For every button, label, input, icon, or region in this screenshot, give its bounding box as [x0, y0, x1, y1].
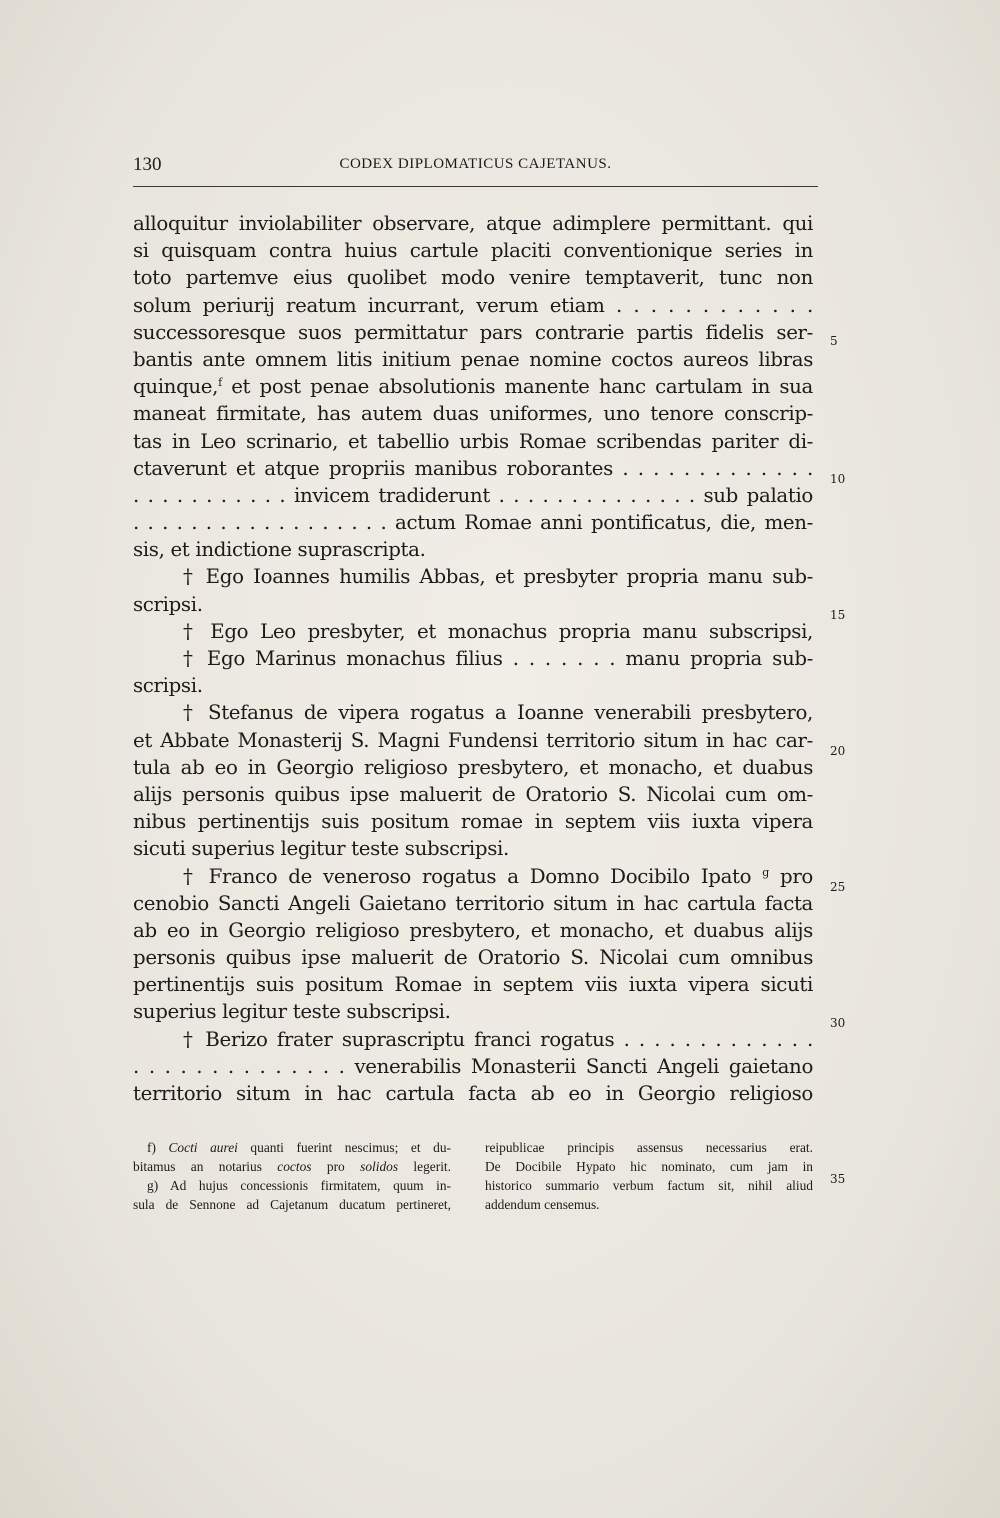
text-fragment: † Franco de veneroso rogatus a Domno Docibilo Ipato	[183, 864, 752, 888]
footnote-line: historico summario verbum factum sit, nihil aliud	[485, 1178, 813, 1193]
footnote-italic: Cocti aurei	[168, 1140, 238, 1155]
text-line	[133, 373, 813, 400]
subscription-line: † Ego Ioannes humilis Abbas, et presbyter propria manu sub-	[183, 565, 813, 589]
footnote-italic: solidos	[360, 1159, 399, 1174]
text-line: bantis ante omnem litis initium penae nomine coctos aureos libras	[133, 347, 813, 371]
text-line: sis, et indictione suprascripta.	[133, 538, 426, 562]
text-line: ctaverunt et atque propriis manibus roborantes . . . . . . . . . . . . .	[133, 456, 813, 480]
text-line: et Abbate Monasterij S. Magni Fundensi territorio situm in hac car-	[133, 728, 813, 752]
footnote-text: quanti fuerint nescimus; et du-	[237, 1140, 451, 1155]
text-line: alloquitur inviolabiliter observare, atque adimplere permittant. qui	[133, 212, 813, 235]
text-fragment: quinque,	[133, 375, 219, 399]
line-number: 25	[830, 880, 846, 894]
text-line: superius legitur teste subscripsi.	[133, 1000, 451, 1024]
text-fragment: pro	[780, 864, 813, 888]
text-line: solum periurij reatum incurrant, verum etiam . . . . . . . . . . . .	[133, 293, 813, 317]
footnote-italic: coctos	[277, 1159, 312, 1174]
footnote-line: reipublicae principis assensus necessarius erat.	[485, 1140, 813, 1155]
text-line: tula ab eo in Georgio religioso presbytero, et monacho, et duabus	[133, 755, 813, 779]
footnote-line: sula de Sennone ad Cajetanum ducatum pertineret,	[133, 1197, 451, 1212]
text-line: . . . . . . . . . . . . . . . . . . actum Romae anni pontificatus, die, men-	[133, 511, 813, 535]
text-line: scripsi.	[133, 592, 203, 616]
footnote-column-right	[485, 1138, 813, 1214]
subscription-line: † Ego Marinus monachus filius . . . . . . . manu propria sub-	[183, 647, 813, 670]
text-line: si quisquam contra huius cartule placiti conventionique series in	[133, 239, 813, 263]
text-line: successoresque suos permittatur pars contrarie partis fidelis ser-	[133, 320, 813, 344]
footnote-text: legerit.	[398, 1159, 451, 1174]
footnote-mark-f: f	[218, 376, 222, 390]
main-text	[133, 210, 813, 1107]
subscription-line: † Stefanus de vipera rogatus a Ioanne venerabili presbytero,	[183, 701, 813, 725]
line-number: 10	[830, 472, 846, 486]
text-line: maneat firmitate, has autem duas uniformes, uno tenore conscrip-	[133, 402, 813, 426]
footnote-text: bitamus an notarius	[133, 1159, 278, 1174]
text-line: ab eo in Georgio religioso presbytero, et monacho, et duabus alijs	[133, 918, 813, 942]
running-title: CODEX DIPLOMATICUS CAJETANUS.	[339, 156, 612, 172]
text-line: personis quibus ipse maluerit de Oratorio S. Nicolai cum omnibus	[133, 946, 813, 970]
running-header	[133, 150, 818, 187]
line-number: 20	[830, 744, 846, 758]
footnote-text: pro	[311, 1159, 361, 1174]
text-fragment: et post penae absolutionis manente hanc cartulam in sua	[231, 375, 813, 399]
footnote-line: g) Ad hujus concessionis firmitatem, quum in-	[147, 1178, 451, 1193]
text-line: scripsi.	[133, 674, 203, 698]
subscription-line: † Berizo frater suprascriptu franci rogatus . . . . . . . . . . . . .	[183, 1027, 813, 1051]
text-line: sicuti superius legitur teste subscripsi.	[133, 837, 509, 861]
text-line: tas in Leo scrinario, et tabellio urbis Romae scribendas pariter di-	[133, 429, 813, 453]
text-line: alijs personis quibus ipse maluerit de Oratorio S. Nicolai cum om-	[133, 782, 813, 806]
line-number: 30	[830, 1016, 846, 1030]
line-number: 5	[830, 334, 838, 348]
text-line: territorio situm in hac cartula facta ab eo in Georgio religioso	[133, 1082, 813, 1105]
text-line: pertinentijs suis positum Romae in septem viis iuxta vipera sicuti	[133, 973, 813, 997]
line-number-margin	[830, 0, 870, 1518]
footnote-label: f)	[147, 1140, 169, 1155]
text-line: . . . . . . . . . . . . . . venerabilis Monasterii Sancti Angeli gaietano	[133, 1054, 813, 1078]
footnote-column-left	[133, 1138, 451, 1214]
text-line: toto partemve eius quolibet modo venire temptaverit, tunc non	[133, 266, 813, 290]
subscription-line	[133, 863, 813, 890]
footnote-line: addendum censemus.	[485, 1197, 600, 1212]
text-line: cenobio Sancti Angeli Gaietano territorio situm in hac cartula facta	[133, 891, 813, 915]
text-line: nibus pertinentijs suis positum romae in septem viis iuxta vipera	[133, 810, 813, 834]
footnote-line	[133, 1157, 451, 1176]
line-number: 35	[830, 1172, 846, 1186]
text-line: . . . . . . . . . . . invicem tradiderunt . . . . . . . . . . . . . . sub palatio	[133, 483, 813, 507]
footnote-line	[133, 1138, 451, 1157]
footnote-line: De Docibile Hypato hic nominato, cum jam in	[485, 1159, 813, 1174]
footnote-mark-g: g	[762, 865, 769, 879]
page-number: 130	[133, 154, 162, 175]
line-number: 15	[830, 608, 846, 622]
subscription-line: † Ego Leo presbyter, et monachus propria manu subscripsi,	[183, 619, 813, 643]
